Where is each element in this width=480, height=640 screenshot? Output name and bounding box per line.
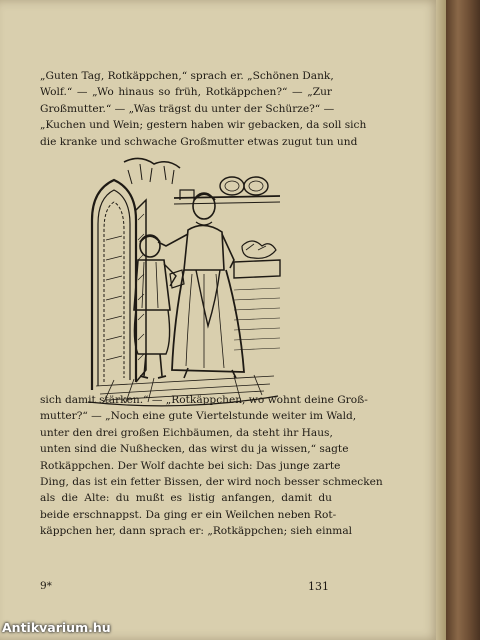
woodcut-illustration — [84, 150, 282, 408]
kitchen-shelf — [174, 177, 280, 278]
page-number: 131 — [308, 580, 329, 593]
text-line: „Kuchen und Wein; gestern haben wir gebacken, da soll sich — [40, 119, 367, 132]
page-edge — [436, 0, 446, 640]
text-line: „Guten Tag, Rotkäppchen,“ sprach er. „Schönen Dank, — [40, 70, 334, 82]
text-line: käppchen her, dann sprach er: „Rotkäppchen; sieh einmal — [40, 525, 353, 538]
text-line: mutter?“ — „Noch eine gute Viertelstunde weiter im Wald, — [40, 410, 357, 423]
text-line: als die Alte: du mußt es listig anfangen, damit du — [40, 492, 332, 505]
book-spine — [446, 0, 480, 640]
top-paragraph — [40, 68, 367, 150]
text-line: Wolf.“ — „Wo hinaus so früh, Rotkäppchen?“ — „Zur — [40, 86, 332, 99]
doorway — [92, 180, 146, 390]
foliage-top — [124, 158, 180, 168]
bottom-paragraph — [40, 392, 383, 540]
text-line: unter den drei großen Eichbäumen, da steht ihr Haus, — [40, 426, 333, 439]
text-line: beide erschnappst. Da ging er ein Weilchen neben Rot- — [40, 508, 337, 521]
signature-mark: 9* — [40, 580, 52, 592]
watermark: Antikvarium.hu — [2, 620, 111, 635]
text-line: Rotkäppchen. Der Wolf dachte bei sich: Das junge zarte — [40, 459, 341, 472]
text-line: unten sind die Nußhecken, das wirst du ja wissen,“ sagte — [40, 443, 349, 456]
text-line: Großmutter.“ — „Was trägst du unter der Schürze?“ — — [40, 102, 335, 115]
text-line: sich damit stärken.“ — „Rotkäppchen, wo wohnt deine Groß- — [40, 394, 368, 406]
text-line: die kranke und schwache Großmutter etwas zugut tun und — [40, 135, 358, 148]
text-line: Ding, das ist ein fetter Bissen, der wird noch besser schmecken — [40, 475, 383, 488]
